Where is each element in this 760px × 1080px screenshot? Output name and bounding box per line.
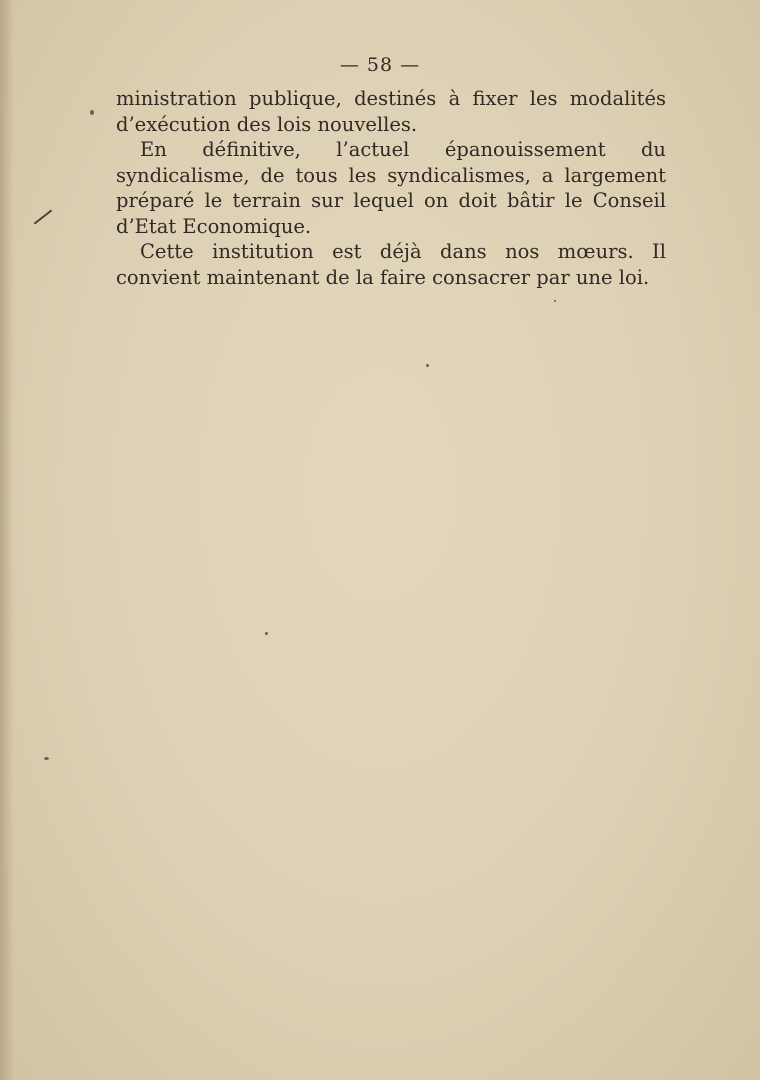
ink-speck xyxy=(426,364,429,367)
ink-speck xyxy=(554,300,556,302)
ink-speck xyxy=(90,110,94,115)
paragraph-continuation: ministration publique, destinés à fixer les modalités d’exécution des lois nouvelles. xyxy=(116,87,666,136)
paragraph-syndicalisme: En définitive, l’actuel épanouissement du syndicalisme, de tous les syndicalismes, a largement préparé le terrain sur lequel on doit bâtir le Conseil d’Etat Economique. xyxy=(116,138,666,238)
page-binding-edge xyxy=(0,0,14,1080)
body-text xyxy=(116,86,666,290)
ink-speck xyxy=(44,757,49,760)
paragraph-institution: Cette institution est déjà dans nos mœurs. Il convient maintenant de la faire consacrer par une loi. xyxy=(116,240,666,289)
page-number: — 58 — xyxy=(339,54,421,76)
pencil-mark xyxy=(34,209,53,224)
ink-speck xyxy=(265,632,268,635)
